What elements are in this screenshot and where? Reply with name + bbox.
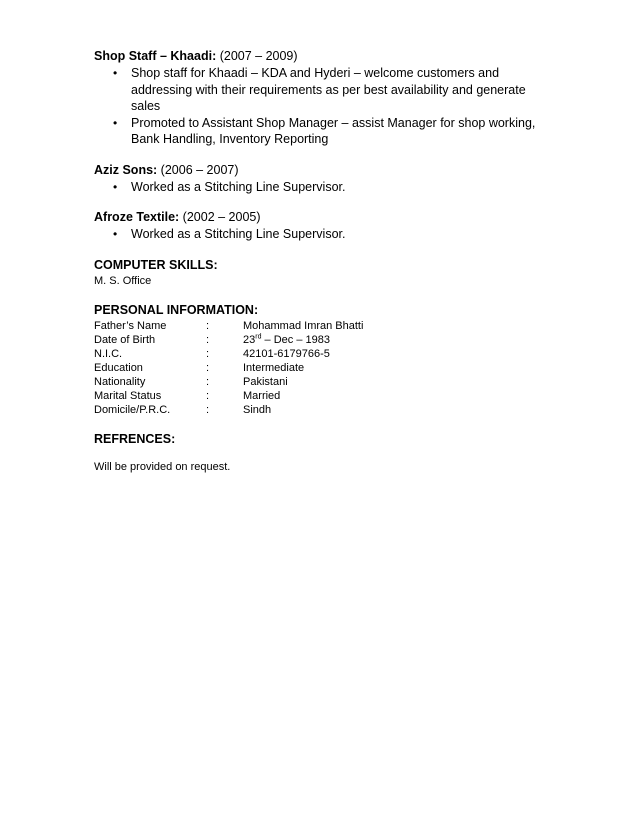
info-label: Education <box>94 361 143 374</box>
experience-khaadi <box>94 48 638 148</box>
personal-info-heading: PERSONAL INFORMATION: <box>94 302 259 317</box>
duty-text: Promoted to Assistant Shop Manager – assist Manager for shop working, Bank Handling, Inventory Reporting <box>131 115 536 146</box>
computer-skills-value: M. S. Office <box>94 274 152 287</box>
computer-skills-heading: COMPUTER SKILLS: <box>94 257 218 272</box>
duty-item <box>94 115 541 148</box>
info-label: Date of Birth <box>94 333 156 346</box>
info-separator: : <box>206 347 210 360</box>
dob-day-suffix: rd <box>255 332 262 340</box>
info-label: N.I.C. <box>94 347 123 360</box>
computer-skills-section <box>94 257 638 288</box>
company-name: Aziz Sons: <box>94 162 158 177</box>
info-row <box>94 375 363 389</box>
bullet-icon: • <box>113 227 118 241</box>
info-separator: : <box>206 361 210 374</box>
info-separator: : <box>206 375 210 388</box>
job-title <box>94 162 638 179</box>
job-title <box>94 48 638 65</box>
info-separator: : <box>206 319 210 332</box>
info-separator: : <box>206 389 210 402</box>
info-row <box>94 333 363 347</box>
info-row <box>94 319 363 333</box>
info-label: Father’s Name <box>94 319 167 332</box>
experience-aziz-sons <box>94 162 638 196</box>
job-period: (2006 – 2007) <box>157 162 239 177</box>
personal-info-table <box>94 319 363 417</box>
bullet-icon: • <box>113 66 118 80</box>
duty-list <box>94 65 638 148</box>
company-name: Afroze Textile: <box>94 210 180 224</box>
info-row <box>94 361 363 375</box>
job-period: (2007 – 2009) <box>216 49 298 63</box>
info-row <box>94 347 363 361</box>
info-value <box>243 333 363 347</box>
dob-rest: – Dec – 1983 <box>261 333 330 346</box>
references-section <box>94 431 638 474</box>
job-title <box>94 209 638 226</box>
info-value: Pakistani <box>243 375 288 388</box>
duty-item <box>94 179 541 196</box>
duty-item <box>94 65 541 115</box>
job-period: (2002 – 2005) <box>179 210 261 224</box>
info-value: Married <box>243 389 281 402</box>
duty-item <box>94 226 541 243</box>
info-value: Mohammad Imran Bhatti <box>243 319 364 332</box>
bullet-icon: • <box>113 179 118 194</box>
duty-list <box>94 179 638 196</box>
dob-day: 23 <box>243 333 256 346</box>
info-separator: : <box>206 333 210 346</box>
duty-text: Worked as a Stitching Line Supervisor. <box>131 179 346 194</box>
info-value: Intermediate <box>243 361 305 374</box>
info-label: Nationality <box>94 375 146 388</box>
duty-text: Worked as a Stitching Line Supervisor. <box>131 227 346 241</box>
bullet-icon: • <box>113 115 118 130</box>
info-label: Marital Status <box>94 389 162 402</box>
duty-list <box>94 226 638 243</box>
personal-info-section <box>94 302 638 417</box>
info-value: Sindh <box>243 403 272 416</box>
info-row <box>94 403 363 417</box>
info-separator: : <box>206 403 210 416</box>
references-heading: REFRENCES: <box>94 431 176 446</box>
duty-text: Shop staff for Khaadi – KDA and Hyderi – welcome customers and addressing with their requirements as per best availability and generate sales <box>131 66 526 113</box>
info-row <box>94 389 363 403</box>
info-label: Domicile/P.R.C. <box>94 403 171 416</box>
experience-afroze-textile <box>94 209 638 243</box>
company-name: Shop Staff – Khaadi: <box>94 49 217 63</box>
info-value: 42101-6179766-5 <box>243 347 330 360</box>
references-value: Will be provided on request. <box>94 460 231 473</box>
